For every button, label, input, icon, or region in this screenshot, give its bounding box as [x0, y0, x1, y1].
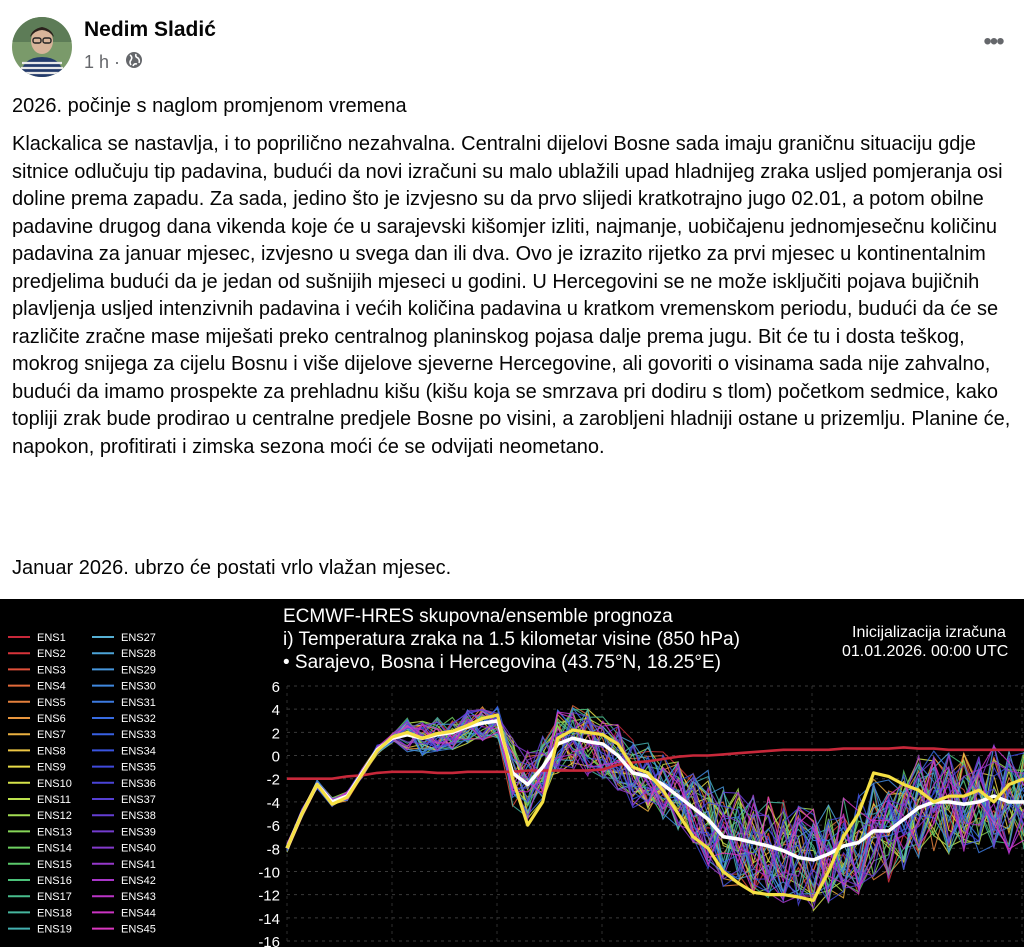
- legend-label: ENS11: [37, 794, 72, 806]
- y-tick-label: 6: [271, 679, 280, 696]
- y-tick-label: -12: [258, 887, 280, 905]
- y-tick-label: 0: [271, 748, 280, 766]
- legend-label: ENS30: [121, 680, 156, 693]
- legend-label: ENS41: [121, 858, 156, 871]
- legend-label: ENS29: [121, 664, 156, 677]
- legend-label: ENS44: [121, 907, 156, 920]
- y-tick-label: -8: [266, 841, 280, 859]
- legend-label: ENS28: [121, 648, 156, 661]
- post-closing-line: Januar 2026. ubrzo će postati vrlo vlažan mjesec.: [12, 557, 452, 579]
- legend-label: ENS43: [121, 891, 156, 904]
- y-tick-label: -4: [266, 794, 280, 812]
- legend-label: ENS40: [121, 842, 156, 855]
- chart-init-value: 01.01.2026. 00:00 UTC: [842, 643, 1009, 660]
- legend-label: ENS14: [37, 842, 72, 855]
- legend-label: ENS36: [121, 777, 156, 790]
- legend-label: ENS8: [37, 745, 66, 758]
- legend-label: ENS4: [37, 680, 66, 693]
- legend-label: ENS45: [121, 923, 156, 936]
- y-tick-label: -6: [266, 818, 280, 836]
- ensemble-chart[interactable]: [0, 599, 1024, 947]
- post-header: [0, 0, 1024, 90]
- chart-title: ECMWF-HRES skupovna/ensemble prognoza: [283, 606, 673, 627]
- legend-label: ENS18: [37, 907, 72, 920]
- chart-init-label: Inicijalizacija izračuna: [852, 624, 1006, 641]
- y-tick-label: -14: [258, 910, 280, 928]
- legend-label: ENS31: [121, 696, 156, 709]
- more-options-button[interactable]: [978, 28, 1008, 55]
- post-time[interactable]: 1 h: [84, 52, 110, 72]
- author-name[interactable]: Nedim Sladić: [84, 18, 216, 41]
- legend-label: ENS6: [37, 713, 66, 725]
- y-axis: [258, 679, 280, 947]
- legend-label: ENS39: [121, 826, 156, 839]
- legend-label: ENS15: [37, 858, 72, 871]
- legend-label: ENS42: [121, 875, 156, 887]
- legend-label: ENS17: [37, 891, 72, 904]
- more-icon: •••: [983, 28, 1003, 55]
- y-tick-label: -2: [266, 771, 280, 789]
- chart-location: • Sarajevo, Bosna i Hercegovina (43.75°N, 18.25°E): [283, 652, 721, 673]
- y-tick-label: -10: [258, 864, 280, 882]
- legend-label: ENS35: [121, 761, 156, 774]
- legend-label: ENS10: [37, 777, 72, 790]
- legend-label: ENS2: [37, 648, 66, 661]
- legend-label: ENS37: [121, 794, 156, 806]
- y-tick-label: 4: [271, 702, 280, 720]
- post-meta: [84, 51, 143, 74]
- legend-label: ENS38: [121, 810, 156, 823]
- legend-label: ENS16: [37, 875, 72, 887]
- post-body: Klackalica se nastavlja, i to poprilično nezahvalna. Centralni dijelovi Bosne sada imaju graničnu situaciju gdje sitnice odlučuju tip padavina, budući da novi izračuni su malo ublažili upad hladnijeg zraka usljed pomjeranja osi doline prema zapadu. Za sada, jedino što je izvjesno su da prvo slijedi kratkotrajno jugo 02.01, a potom obilne padavine drugog dana vikenda koje će u sarajevski kišomjer izliti, najmanje, uobičajenu jednomjesečnu količinu padavina za januar mjesec, izvjesno u svega dan ili dva. Ovo je izrazito rijetko za prvi mjesec u kontinentalnim predjelima budući da je jedan od sušnijih mjeseci u godini. U Hercegovini se ne može isključiti pojava bujičnih plavljenja usljed intenzivnih padavina i većih količina padavina u kratkom vremenskom periodu, budući da će se različite zračne mase miješati preko centralnog planinskog pojasa dalje prema jugu. Bit će tu i dosta teškog, mokrog snijega za cijelu Bosnu i više dijelove sjeverne Hercegovine, ali govoriti o visinama sada nije zahvalno, budući da imamo prospekte za prehladnu kišu (kišu koja se smrzava pri dodiru s tlom) početkom sedmice, kako topliji zrak bude prodirao u centralne predjele Bosne po visini, a zarobljeni hladniji ostane u prizemlju. Planine će, napokon, profitirati i zimska sezona moći će se odvijati neometano.: [12, 133, 1011, 458]
- legend-label: ENS33: [121, 729, 156, 742]
- y-tick-label: 2: [271, 725, 280, 743]
- legend-label: ENS5: [37, 696, 66, 709]
- chart-subtitle: i) Temperatura zraka na 1.5 kilometar visine (850 hPa): [283, 629, 740, 650]
- legend-label: ENS32: [121, 713, 156, 725]
- meta-separator: ·: [114, 52, 121, 72]
- legend-label: ENS9: [37, 761, 66, 774]
- legend-label: ENS13: [37, 826, 72, 839]
- globe-icon: [125, 51, 143, 74]
- legend-label: ENS3: [37, 664, 66, 677]
- legend-label: ENS12: [37, 810, 72, 823]
- y-tick-label: -16: [258, 934, 280, 947]
- avatar[interactable]: [12, 17, 72, 77]
- legend-label: ENS19: [37, 923, 72, 936]
- post-title: 2026. počinje s naglom promjenom vremena: [12, 95, 407, 117]
- chart-svg: [0, 599, 1024, 947]
- legend: [8, 632, 156, 936]
- legend-label: ENS27: [121, 632, 156, 644]
- legend-label: ENS34: [121, 745, 156, 758]
- legend-label: ENS7: [37, 729, 66, 742]
- legend-label: ENS1: [37, 632, 66, 644]
